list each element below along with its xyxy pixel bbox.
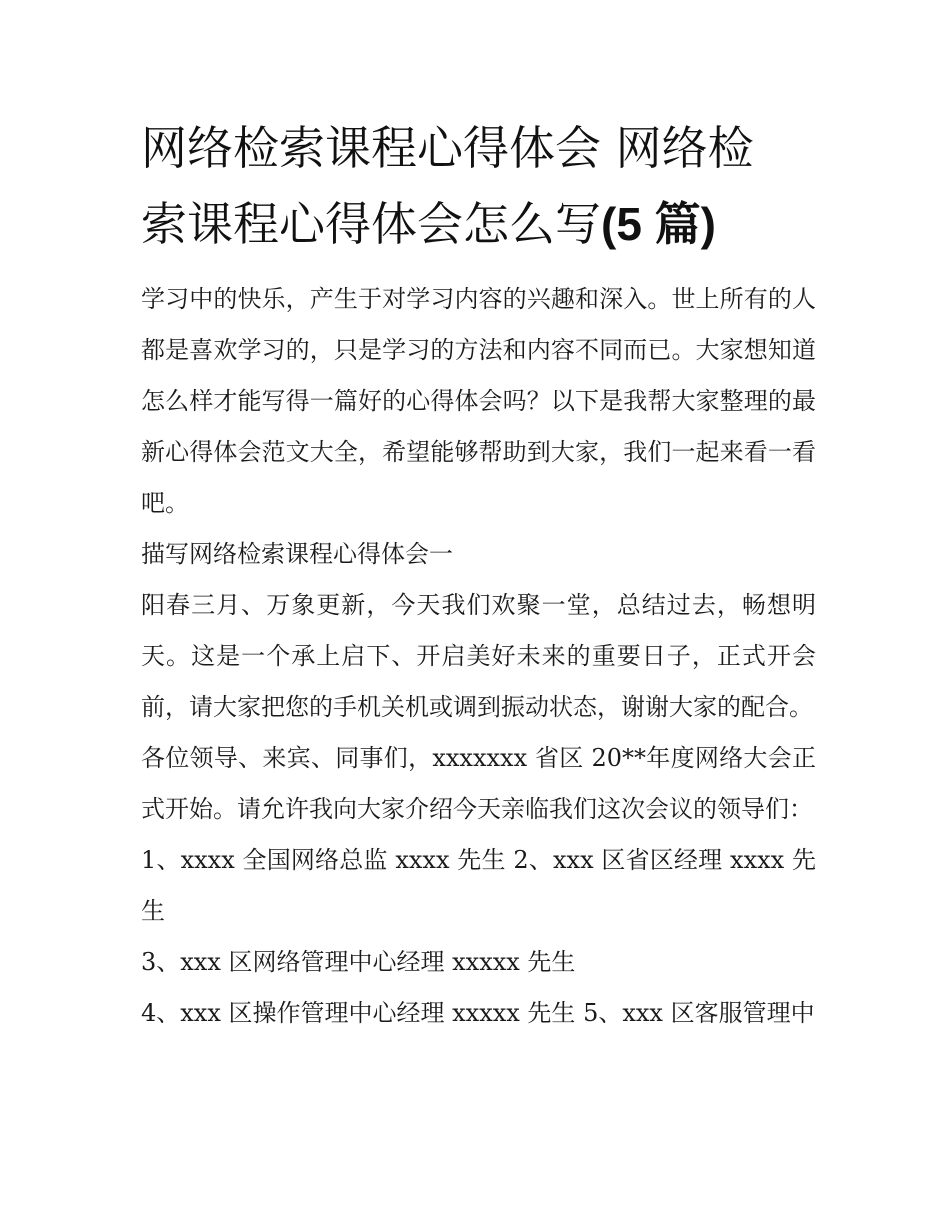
document-title xyxy=(141,110,816,262)
document-content xyxy=(141,110,816,1039)
meeting-paragraph: 各位领导、来宾、同事们，xxxxxxx 省区 20**年度网络大会正式开始。请允许我向大家介绍今天亲临我们这次会议的领导们： xyxy=(141,744,816,823)
opening-paragraph: 阳春三月、万象更新，今天我们欢聚一堂，总结过去，畅想明天。这是一个承上启下、开启美好未来的重要日子，正式开会前，请大家把您的手机关机或调到振动状态，谢谢大家的配合。 xyxy=(141,591,816,721)
intro-paragraph: 学习中的快乐，产生于对学习内容的兴趣和深入。世上所有的人都是喜欢学习的，只是学习的方法和内容不同而已。大家想知道怎么样才能写得一篇好的心得体会吗？以下是我帮大家整理的最新心得体会范文大全，希望能够帮助到大家，我们一起来看一看吧。 xyxy=(141,285,816,517)
title-line-1: 网络检索课程心得体会 网络检 xyxy=(141,121,754,175)
title-line-2: 索课程心得体会怎么写 xyxy=(141,197,601,251)
title-count: (5 篇) xyxy=(601,198,716,250)
leader-list-item-1: 1、xxxx 全国网络总监 xxxx 先生 2、xxx 区省区经理 xxxx 先生 xyxy=(141,846,816,925)
section-heading: 描写网络检索课程心得体会一 xyxy=(141,540,453,568)
leader-list-item-2: 3、xxx 区网络管理中心经理 xxxxx 先生 xyxy=(141,948,576,976)
leader-list-item-3: 4、xxx 区操作管理中心经理 xxxxx 先生 5、xxx 区客服管理中 xyxy=(141,999,815,1027)
